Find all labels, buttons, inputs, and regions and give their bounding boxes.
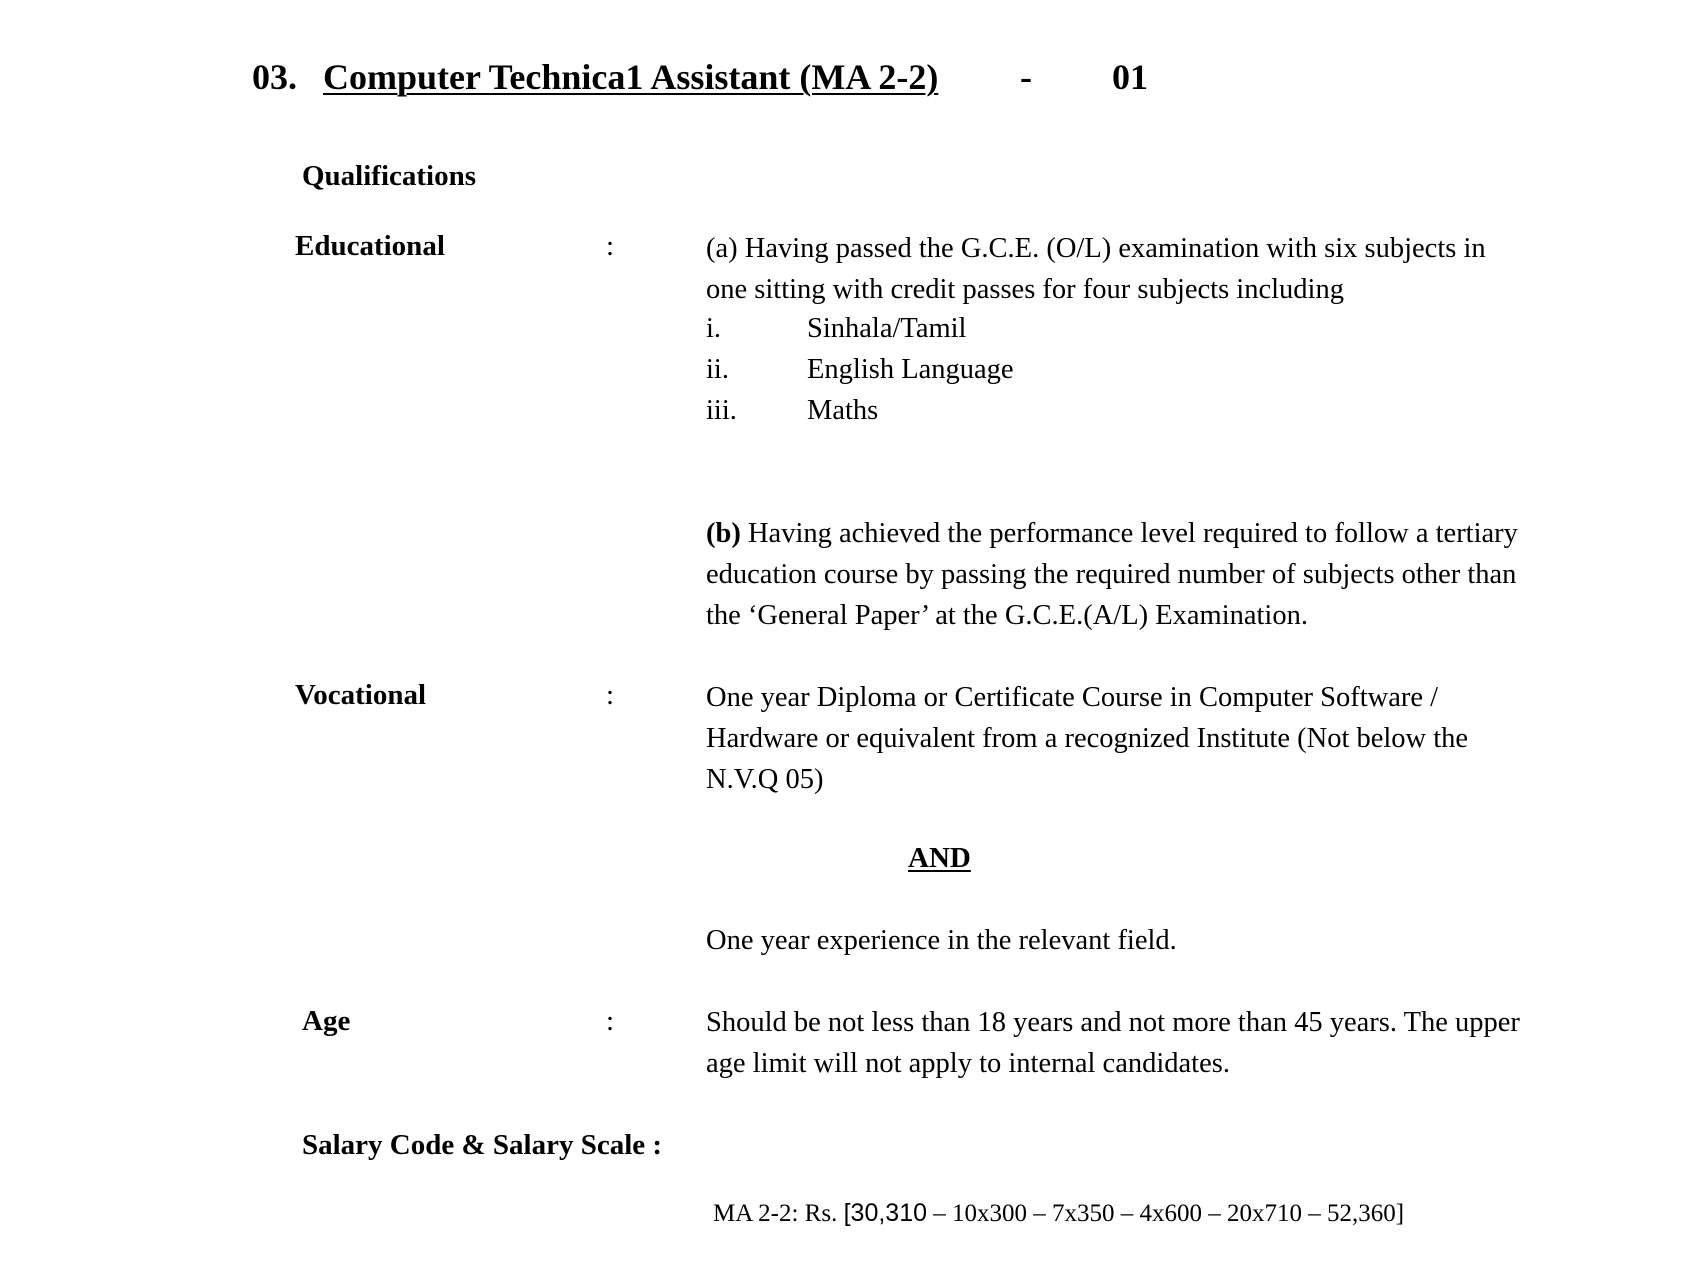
salary-scale: [713, 1199, 1404, 1228]
educational-label: Educational: [295, 230, 445, 262]
salary-code: MA 2-2: Rs.: [713, 1200, 844, 1227]
subject-numeral: i.: [706, 313, 722, 344]
vocational-colon: :: [606, 679, 615, 711]
salary-title: Salary Code & Salary Scale :: [302, 1129, 663, 1161]
vacancy-count: 01: [1112, 57, 1148, 97]
part-b-marker: (b): [706, 518, 741, 549]
age-colon: :: [606, 1005, 615, 1037]
qualifications-title: Qualifications: [302, 160, 477, 192]
vocational-line3: N.V.Q 05): [706, 764, 824, 795]
subject-name: Sinhala/Tamil: [807, 313, 967, 344]
educational-a-line2: one sitting with credit passes for four subjects including: [706, 274, 1344, 305]
age-line2: age limit will not apply to internal candidates.: [706, 1048, 1230, 1079]
educational-b-line3: the ‘General Paper’ at the G.C.E.(A/L) Examination.: [706, 600, 1308, 631]
salary-scale-steps: – 10x300 – 7x350 – 4x600 – 20x710 – 52,360]: [927, 1200, 1405, 1227]
subject-numeral: iii.: [706, 395, 737, 426]
position-number: 03.: [252, 57, 297, 97]
vocational-line1: One year Diploma or Certificate Course in Computer Software /: [706, 682, 1439, 713]
heading-dash: -: [1020, 57, 1032, 97]
part-b-text: Having achieved the performance level required to follow a tertiary: [740, 518, 1518, 549]
educational-a-line1: (a) Having passed the G.C.E. (O/L) examination with six subjects in: [706, 233, 1486, 264]
vocational-line2: Hardware or equivalent from a recognized Institute (Not below the: [706, 723, 1469, 754]
subject-name: Maths: [807, 395, 879, 426]
educational-colon: :: [606, 230, 615, 262]
subject-numeral: ii.: [706, 354, 729, 385]
experience-text: One year experience in the relevant field.: [706, 925, 1177, 956]
position-title: Computer Technica1 Assistant (MA 2-2): [323, 57, 939, 97]
age-line1: Should be not less than 18 years and not more than 45 years. The upper: [706, 1007, 1520, 1038]
vocational-label: Vocational: [295, 679, 427, 711]
and-connector: AND: [908, 842, 971, 874]
educational-b-line1: [706, 513, 1518, 554]
educational-b-line2: education course by passing the required number of subjects other than: [706, 559, 1517, 590]
salary-scale-start: [30,310: [843, 1199, 928, 1227]
age-label: Age: [302, 1005, 351, 1037]
subject-name: English Language: [807, 354, 1014, 385]
